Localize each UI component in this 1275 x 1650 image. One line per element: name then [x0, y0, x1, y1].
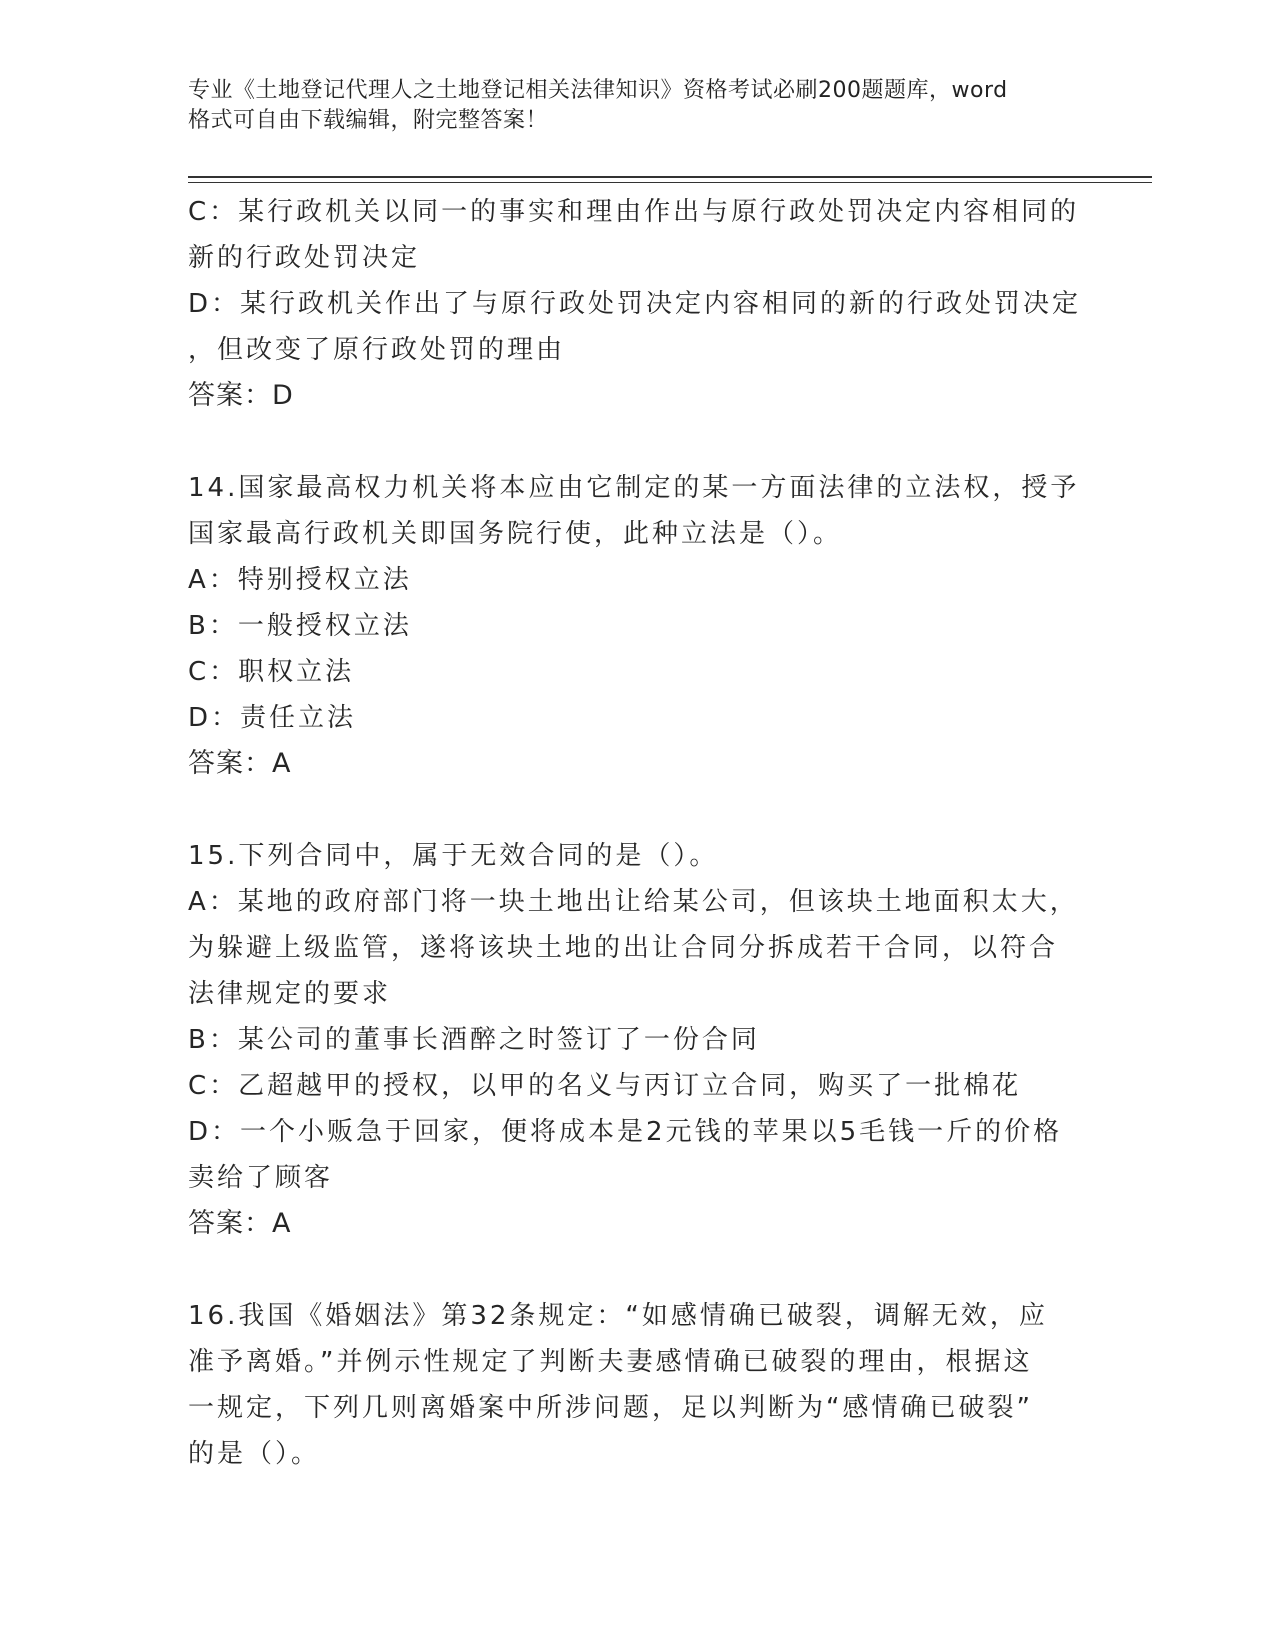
- question-text-line: 14.国家最高权力机关将本应由它制定的某一方面法律的立法权，授予: [188, 473, 1080, 503]
- option-d-line: ，但改变了原行政处罚的理由: [188, 335, 566, 365]
- option-a-line: 为躲避上级监管，遂将该块土地的出让合同分拆成若干合同，以符合: [188, 933, 1059, 963]
- answer-line: 答案：D: [188, 380, 294, 411]
- answer-line: 答案：A: [188, 1208, 292, 1239]
- answer-line: 答案：A: [188, 748, 292, 779]
- question-14: [188, 465, 1088, 787]
- option-d: D：责任立法: [188, 703, 357, 733]
- spacer: [188, 1247, 1088, 1293]
- option-d-line: D：某行政机关作出了与原行政处罚决定内容相同的新的行政处罚决定: [188, 289, 1082, 319]
- question-text-line: 的是（）。: [188, 1439, 321, 1469]
- option-b: B：一般授权立法: [188, 611, 412, 641]
- header-divider-thin: [188, 182, 1152, 183]
- option-a: A：特别授权立法: [188, 565, 412, 595]
- header-line: 专业《土地登记代理人之土地登记相关法律知识》资格考试必刷200题题库，word: [188, 78, 1008, 103]
- option-c-line: 新的行政处罚决定: [188, 243, 421, 273]
- option-d-line: 卖给了顾客: [188, 1163, 334, 1193]
- question-text-line: 准予离婚。”并例示性规定了判断夫妻感情确已破裂的理由，根据这: [188, 1347, 1033, 1377]
- question-16: [188, 1293, 1088, 1477]
- question-text-line: 16.我国《婚姻法》第32条规定：“如感情确已破裂，调解无效，应: [188, 1301, 1048, 1331]
- question-text-line: 国家最高行政机关即国务院行使，此种立法是（）。: [188, 519, 843, 549]
- header-line: 格式可自由下载编辑，附完整答案！: [188, 108, 549, 133]
- spacer: [188, 787, 1088, 833]
- option-b: B：某公司的董事长酒醉之时签订了一份合同: [188, 1025, 760, 1055]
- option-a-line: A：某地的政府部门将一块土地出让给某公司，但该块土地面积太大，: [188, 887, 1079, 917]
- option-a-line: 法律规定的要求: [188, 979, 392, 1009]
- header-divider-thick: [188, 176, 1152, 178]
- option-c: C：职权立法: [188, 657, 355, 687]
- document-header: [188, 76, 1088, 136]
- spacer: [188, 419, 1088, 465]
- question-13-continued: [188, 189, 1088, 419]
- question-text-line: 15.下列合同中，属于无效合同的是（）。: [188, 841, 719, 871]
- document-body: [188, 189, 1088, 1477]
- question-15: [188, 833, 1088, 1247]
- option-d-line: D：一个小贩急于回家，便将成本是2元钱的苹果以5毛钱一斤的价格: [188, 1117, 1063, 1147]
- option-c-line: C：某行政机关以同一的事实和理由作出与原行政处罚决定内容相同的: [188, 197, 1080, 227]
- option-c: C：乙超越甲的授权，以甲的名义与丙订立合同，购买了一批棉花: [188, 1071, 1022, 1101]
- question-text-line: 一规定，下列几则离婚案中所涉问题，足以判断为“感情确已破裂”: [188, 1393, 1033, 1423]
